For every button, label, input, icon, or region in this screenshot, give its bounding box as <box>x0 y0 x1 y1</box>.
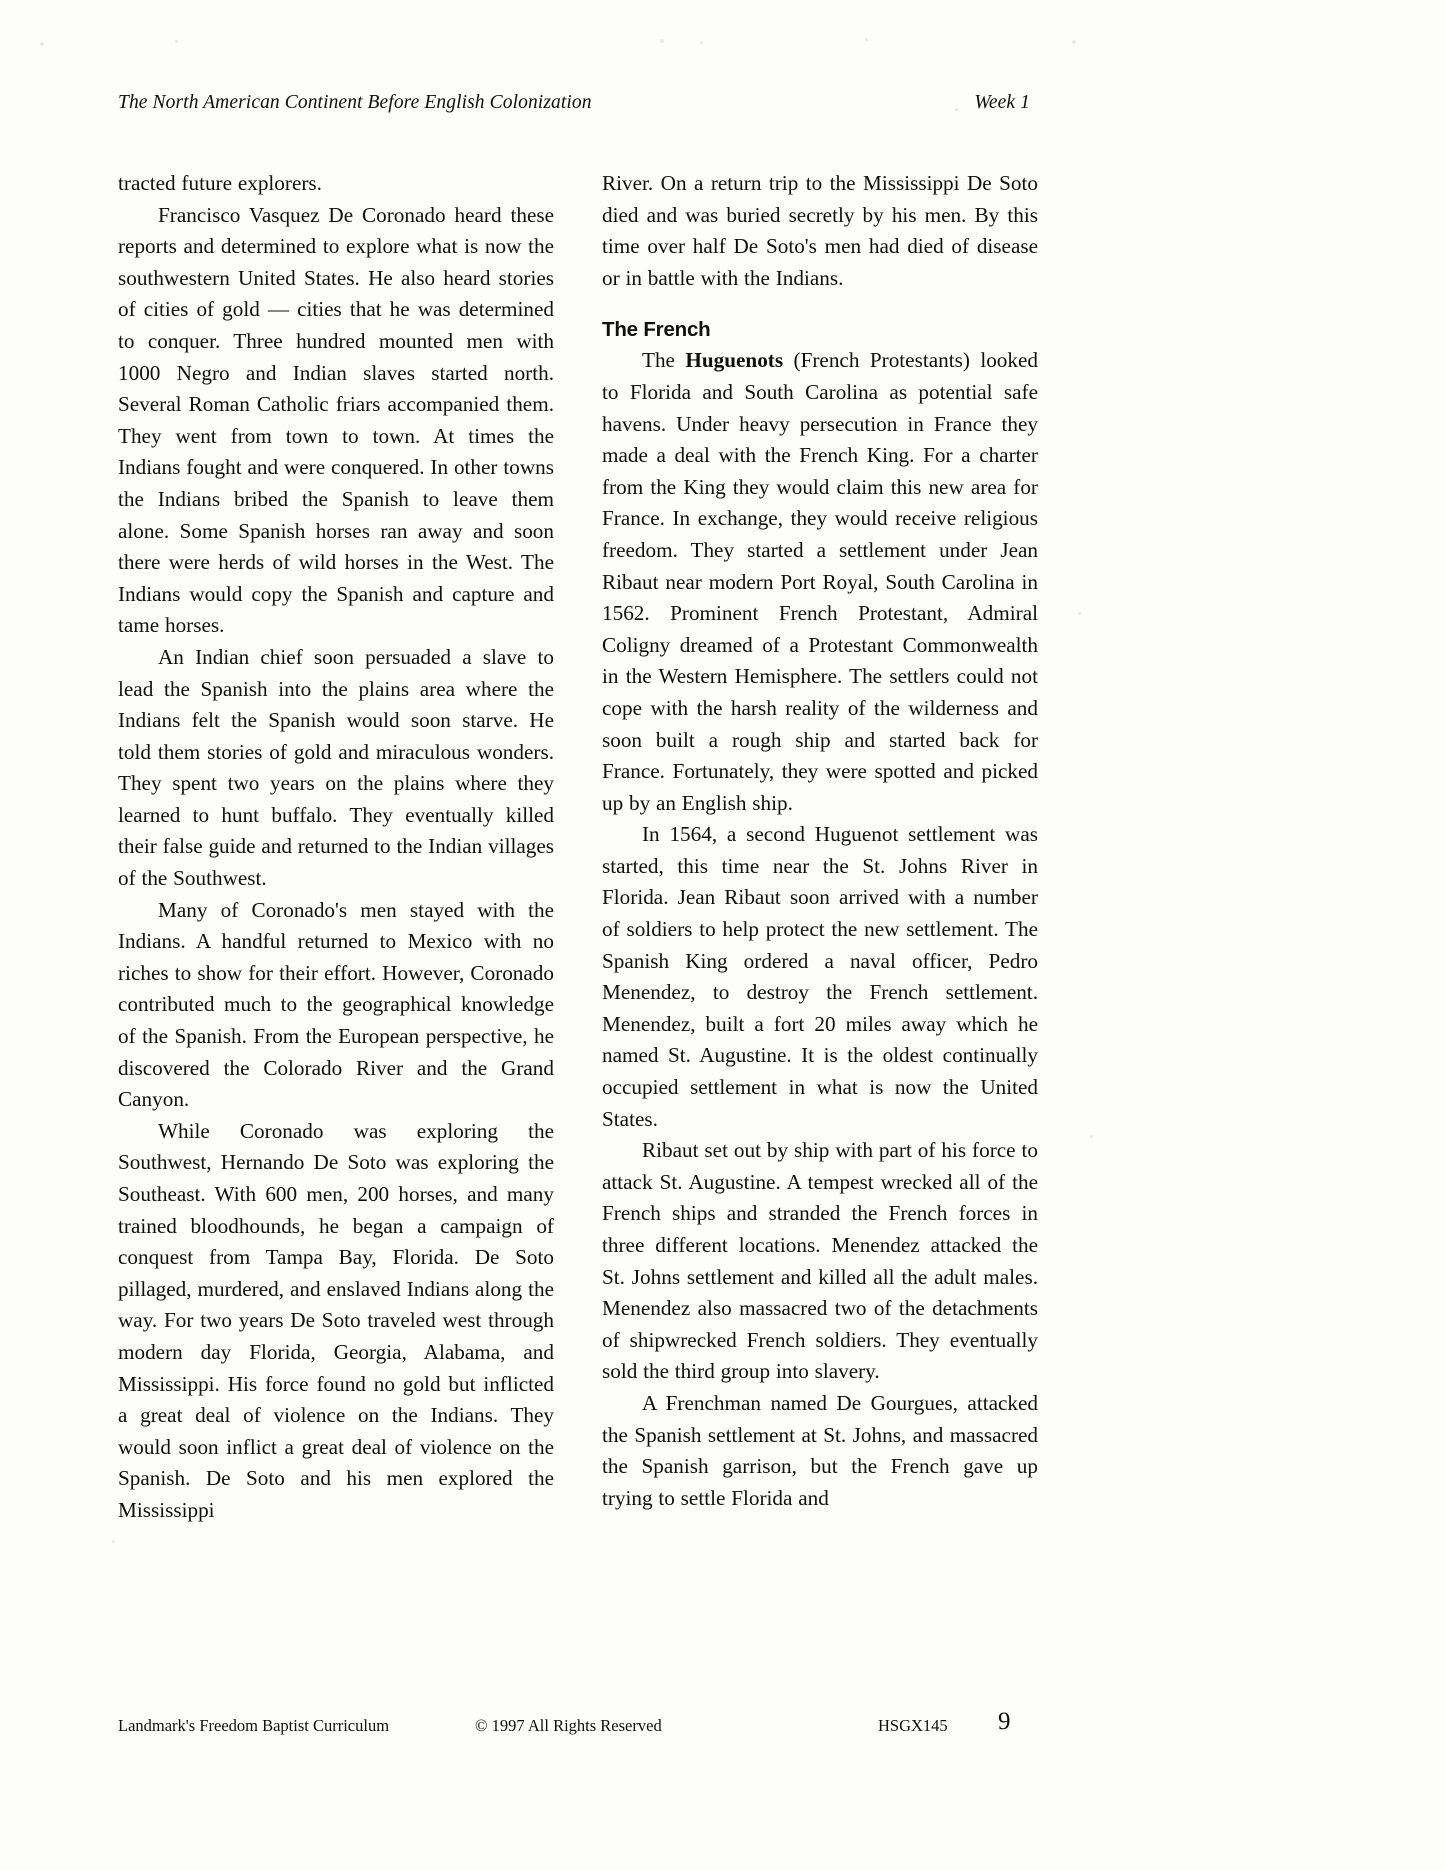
scan-speck <box>40 42 44 46</box>
paragraph-lead: The <box>642 348 686 373</box>
paragraph-with-emphasis <box>602 345 1038 819</box>
emphasis-huguenots: Huguenots <box>685 348 784 373</box>
paragraph: Many of Coronado's men stayed with the Indians. A handful returned to Mexico with no riches to show for their effort. However, Coronado contributed much to the geographical knowledge of the Spanish. From the European perspective, he discovered the Colorado River and the Grand Canyon. <box>118 897 554 1112</box>
footer-copyright: © 1997 All Rights Reserved <box>475 1716 662 1735</box>
paragraph: While Coronado was exploring the Southwest, Hernando De Soto was exploring the Southeast. With 600 men, 200 horses, and many trained bloodhounds, he began a campaign of conquest from Tampa Bay, Florida. De Soto pillaged, murdered, and enslaved Indians along the way. For two years De Soto traveled west through modern day Florida, Georgia, Alabama, and Mississippi. His force found no gold but inflicted a great deal of violence on the Indians. They would soon inflict a great deal of violence on the Spanish. De Soto and his men explored the Mississippi <box>118 1118 554 1522</box>
paragraph: Francisco Vasquez De Coronado heard these reports and determined to explore what is now the southwestern United States. He also heard stories of cities of gold — cities that he was determined to conquer. Three hundred mounted men with 1000 Negro and Indian slaves started north. Several Roman Catholic friars accompanied them. They went from town to town. At times the Indians fought and were conquered. In other towns the Indians bribed the Spanish to leave them alone. Some Spanish horses ran away and soon there were herds of wild horses in the West. The Indians would copy the Spanish and capture and tame horses. <box>118 202 554 638</box>
paragraph: A Frenchman named De Gourgues, attacked the Spanish settlement at St. Johns, and massacred the Spanish garrison, but the French gave up trying to settle Florida and <box>602 1390 1038 1510</box>
running-head-week: Week 1 <box>974 92 1030 113</box>
section-heading-the-french: The French <box>602 318 711 342</box>
paragraph-rest: (French Protestants) looked to Florida and South Carolina as potential safe havens. Under heavy persecution in France they made a deal with the French King. For a charter from the King they would claim this new area for France. In exchange, they would receive religious freedom. They started a settlement under Jean Ribaut near modern Port Royal, South Carolina in 1562. Prominent French Protestant, Admiral Coligny dreamed of a Protestant Commonwealth in the Western Hemisphere. The settlers could not cope with the harsh reality of the wilderness and soon built a rough ship and started back for France. Fortunately, they were spotted and picked up by an English ship. <box>602 348 1038 815</box>
paragraph: tracted future explorers. <box>118 171 322 195</box>
scan-speck <box>1090 1135 1093 1138</box>
footer-page-number: 9 <box>998 1708 1011 1735</box>
footer-course-code: HSGX145 <box>878 1716 948 1735</box>
scan-speck <box>1078 612 1081 615</box>
left-column <box>118 168 554 1527</box>
paragraph: An Indian chief soon persuaded a slave to lead the Spanish into the plains area where the Indians felt the Spanish would soon starve. He told them stories of gold and miraculous wonders. They spent two years on the plains where they learned to hunt buffalo. They eventually killed their false guide and returned to the Indian villages of the Southwest. <box>118 644 554 891</box>
running-head <box>118 92 1038 114</box>
paragraph: In 1564, a second Huguenot settlement was started, this time near the St. Johns River in Florida. Jean Ribaut soon arrived with a number of soldiers to help protect the new settlement. The Spanish King ordered a naval officer, Pedro Menendez, to destroy the French settlement. Menendez, built a fort 20 miles away which he named St. Augustine. It is the oldest continually occupied settlement in what is now the United States. <box>602 822 1038 1131</box>
footer-publisher: Landmark's Freedom Baptist Curriculum <box>118 1716 390 1735</box>
scan-speck <box>112 1540 115 1543</box>
page-content <box>118 0 1038 1870</box>
running-head-title: The North American Continent Before English Colonization <box>118 92 592 113</box>
right-column <box>602 168 1038 1527</box>
two-column-body <box>118 168 1038 1527</box>
paragraph: River. On a return trip to the Mississippi De Soto died and was buried secretly by his men. By this time over half De Soto's men had died of disease or in battle with the Indians. <box>602 171 1038 290</box>
scan-speck <box>1072 40 1076 44</box>
page-footer <box>118 1708 1038 1746</box>
paragraph: Ribaut set out by ship with part of his force to attack St. Augustine. A tempest wrecked all of the French ships and stranded the French forces in three different locations. Menendez attacked the St. Johns settlement and killed all the adult males. Menendez also massacred two of the detachments of shipwrecked French soldiers. They eventually sold the third group into slavery. <box>602 1138 1038 1384</box>
